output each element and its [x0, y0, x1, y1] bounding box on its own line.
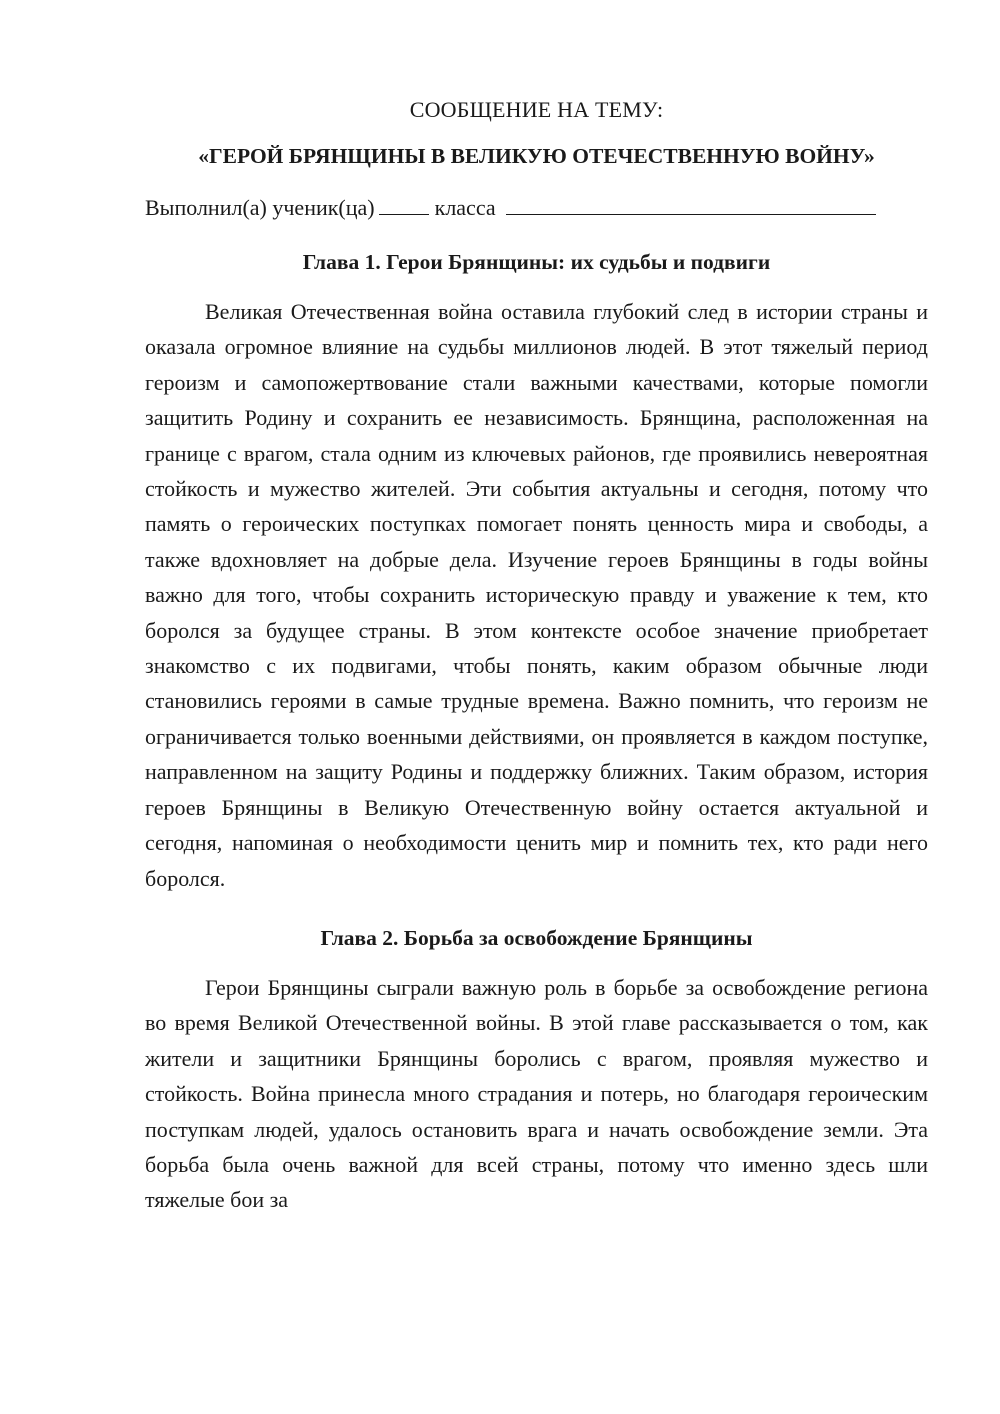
chapter-2-title: Глава 2. Борьба за освобождение Брянщины	[320, 925, 753, 950]
chapter-1-title: Глава 1. Герои Брянщины: их судьбы и подвиги	[302, 250, 771, 274]
performer-label: Выполнил(а) ученик(ца)	[145, 195, 375, 220]
chapter-1-paragraph: Великая Отечественная война оставила глубокий след в истории страны и оказала огромное влияние на судьбы миллионов людей. В этот тяжелый период героизм и самопожертвование стали важными качествами, которые помогли защитить Родину и сохранить ее независимость. Брянщина, расположенная на границе с врагом, стала одним из ключевых районов, где проявились невероятная стойкость и мужество жителей. Эти события актуальны и сегодня, потому что память о героических поступках помогает понять ценность мира и свободы, а также вдохновляет на добрые дела. Изучение героев Брянщины в годы войны важно для того, чтобы сохранить историческую правду и уважение к тем, кто боролся за будущее страны. В этом контексте особое значение приобретает знакомство с их подвигами, чтобы понять, каким образом обычные люди становились героями в самые трудные времена. Важно помнить, что героизм не ограничивается только военными действиями, он проявляется в каждом поступке, направленном на защиту Родины и поддержку ближних. Таким образом, история героев Брянщины в Великую Отечественную войну остается актуальной и сегодня, напоминая о необходимости ценить мир и помнить тех, кто ради него боролся.	[145, 299, 928, 891]
performer-line	[145, 192, 928, 224]
class-label: класса	[434, 195, 496, 220]
student-name-blank-field[interactable]	[506, 192, 876, 215]
grade-blank-field[interactable]	[379, 192, 429, 215]
document-title-line-2: «ГЕРОЙ БРЯНЩИНЫ В ВЕЛИКУЮ ОТЕЧЕСТВЕННУЮ ВОЙНУ»	[198, 144, 875, 168]
chapter-2-paragraph: Герои Брянщины сыграли важную роль в борьбе за освобождение региона во время Великой Отечественной войны. В этой главе рассказывается о том, как жители и защитники Брянщины боролись с врагом, проявляя мужество и стойкость. Война принесла много страдания и потерь, но благодаря героическим поступкам людей, удалось остановить врага и начать освобождение земли. Эта борьба была очень важной для всей страны, потому что именно здесь шли тяжелые бои за	[145, 974, 928, 1213]
document-page	[145, 94, 928, 1218]
document-title-line-1: СООБЩЕНИЕ НА ТЕМУ:	[409, 97, 664, 122]
